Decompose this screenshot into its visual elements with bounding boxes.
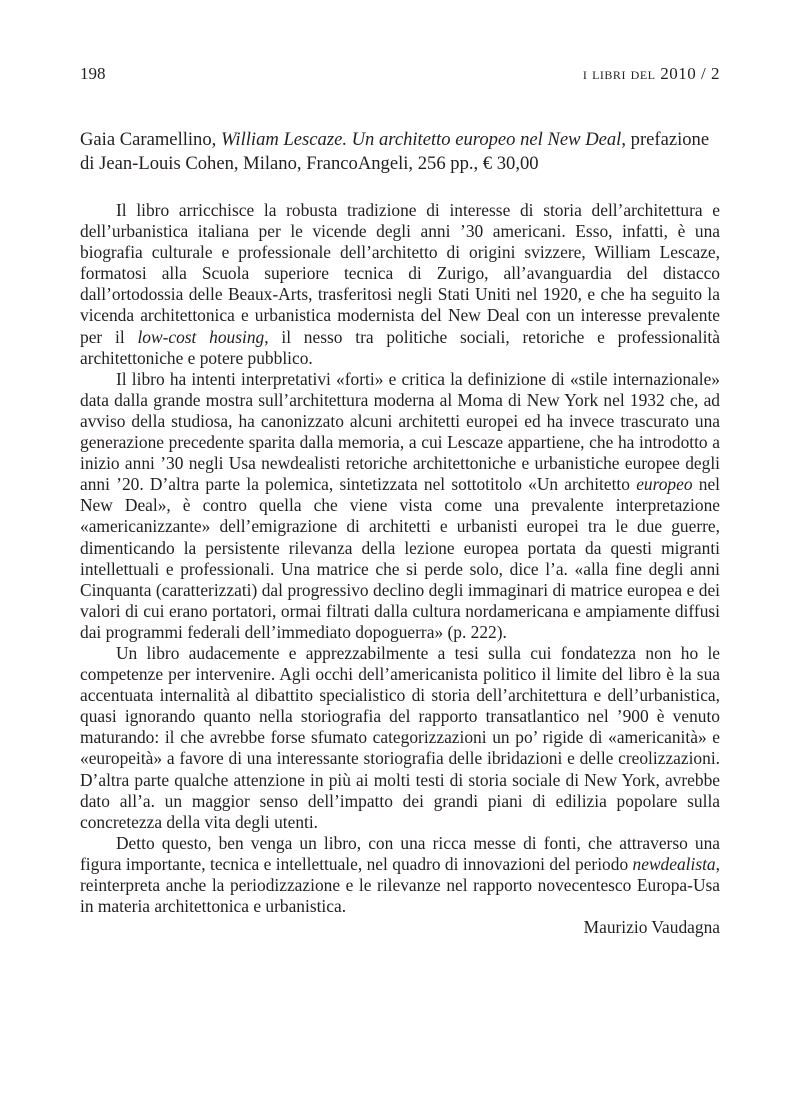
- paragraph-4-text-a: Detto questo, ben venga un libro, con una ricca messe di fonti, che attraverso una figura importante, tecnica e intellettuale, nel quadro di innovazioni del periodo: [80, 832, 720, 874]
- paragraph-4: [80, 833, 720, 917]
- citation-author: Gaia Caramellino,: [80, 129, 221, 150]
- paragraph-4-text-b: , reinterpreta anche la periodizzazione e le rilevanze nel rapporto novecentesco Europa-Usa in materia architettonica e urbanistica.: [80, 853, 720, 917]
- page-header: [80, 64, 720, 88]
- paragraph-3: Un libro audacemente e apprezzabilmente a tesi sulla cui fondatezza non ho le competenze per intervenire. Agli occhi dell’americanista politico il limite del libro è la sua accentuata internalità al dibattito specialistico di storia dell’architettura e dell’urbanistica, quasi ignorando quanto nella storiografia del rapporto transatlantico nel ’900 è venuto maturando: il che avrebbe forse sfumato categorizzazioni un po’ rigide di «americanità» e «europeità» a favore di una interessante storiografia delle ibridazioni e delle creolizzazioni. D’altra parte qualche attenzione in più ai molti testi di storia sociale di New York, avrebbe dato all’a. un maggior senso dell’impatto dei grandi piani di edilizia popolare sulla concretezza della vita degli utenti.: [80, 642, 720, 832]
- paragraph-4-emphasis: newdealista: [632, 853, 716, 874]
- paragraph-2-text-b: nel New Deal», è contro quella che viene vista come una prevalente interpretazione «americanizzante» dell’emigrazione di architetti e urbanisti europei tra le due guerre, dimenticando la persistente rilevanza della lezione europea portata da questi migranti intellettuali e professionali. Una matrice che si perde solo, dice l’a. «alla fine degli anni Cinquanta (caratterizzati) dal progressivo declino degli immaginari di matrice europea e dei valori di cui erano portatori, ormai filtrati dalla cultura nordamericana e ampiamente diffusi dai programmi federali dell’immediato dopoguerra» (p. 222).: [80, 474, 721, 642]
- paragraph-2-text-a: Il libro ha intenti interpretativi «forti» e critica la definizione di «stile internazionale» data dalla grande mostra sull’architettura moderna al Moma di New York nel 1932 che, ad avviso della studiosa, ha canonizzato alcuni architetti europei ed ha invece trascurato una generazione precedente sparita dalla memoria, a cui Lescaze appartiene, che ha introdotto a inizio anni ’30 negli Usa newdealisti retoriche architettoniche e urbanistiche europee degli anni ’20. D’altra parte la polemica, sintetizzata nel sottotitolo «Un architetto: [80, 368, 720, 495]
- citation-details: , prefazione di Jean-Louis Cohen, Milano, FrancoAngeli, 256 pp., € 30,00: [80, 129, 710, 174]
- running-head: i libri del 2010 / 2: [582, 64, 720, 83]
- citation-title: William Lescaze. Un architetto europeo nel New Deal: [220, 129, 622, 150]
- paragraph-2-emphasis: europeo: [636, 474, 693, 495]
- book-citation: [80, 128, 720, 176]
- review-signature: Maurizio Vaudagna: [583, 917, 720, 938]
- paragraph-1-text-b: , il nesso tra politiche sociali, retoriche e professionalità architettoniche e potere pubblico.: [80, 326, 720, 368]
- paragraph-1-text-a: Il libro arricchisce la robusta tradizione di interesse di storia dell’architettura e dell’urbanistica italiana per le vicende degli anni ’30 americani. Esso, infatti, è una biografia culturale e professionale dell’architetto di origini svizzere, William Lescaze, formatosi alla Scuola superiore tecnica di Zurigo, all’avanguardia del distacco dall’ortodossia delle Beaux-Arts, trasferitosi negli Stati Uniti nel 1920, e che ha seguito la vicenda architettonica e urbanistica modernista del New Deal con un interesse prevalente per il: [80, 200, 720, 347]
- page-number: 198: [80, 64, 106, 83]
- paragraph-1-emphasis: low-cost housing: [137, 326, 265, 347]
- review-body: [80, 200, 720, 938]
- paragraph-2: [80, 369, 720, 643]
- paragraph-1: [80, 200, 720, 369]
